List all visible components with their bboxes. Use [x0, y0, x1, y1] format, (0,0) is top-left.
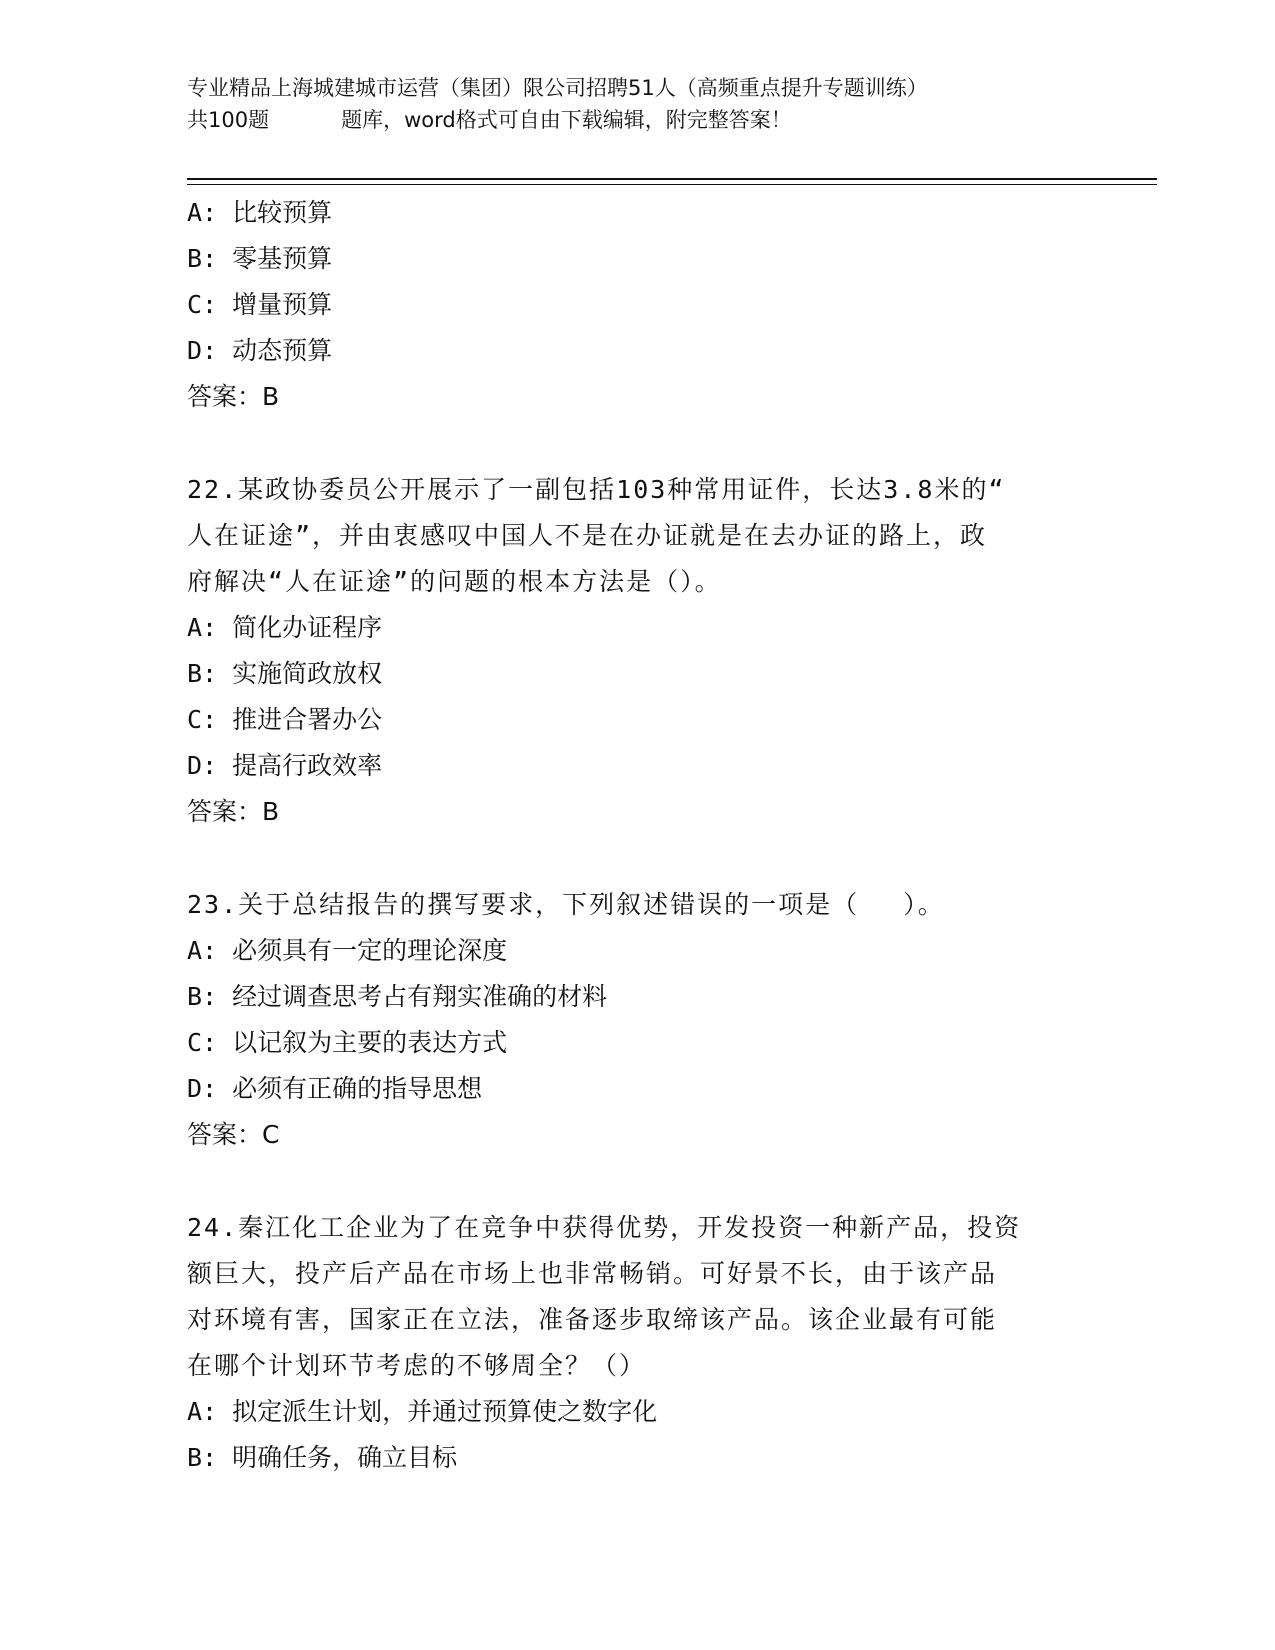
header-divider-thin	[187, 184, 1157, 185]
answer-line: 答案：C	[187, 1120, 280, 1149]
question-text-line: 在哪个计划环节考虑的不够周全？（）	[187, 1351, 647, 1380]
option-b: B: 零基预算	[187, 244, 333, 273]
option-a: A: 比较预算	[187, 198, 333, 227]
answer-line: 答案：B	[187, 382, 280, 411]
question-text-line: 对环境有害，国家正在立法，准备逐步取缔该产品。该企业最有可能	[187, 1305, 998, 1334]
question-text-line: 人在证途”，并由衷感叹中国人不是在办证就是在去办证的路上，政	[187, 521, 988, 550]
option-c: C: 以记叙为主要的表达方式	[187, 1028, 508, 1057]
option-a: A: 拟定派生计划，并通过预算使之数字化	[187, 1397, 658, 1426]
header-title-line: 专业精品上海城建城市运营（集团）限公司招聘51人（高频重点提升专题训练）	[187, 76, 928, 100]
document-header	[187, 72, 1067, 136]
question-text-line: 额巨大，投产后产品在市场上也非常畅销。可好景不长，由于该产品	[187, 1259, 998, 1288]
option-c: C: 增量预算	[187, 290, 333, 319]
header-divider-thick	[187, 178, 1157, 180]
option-b: B: 经过调查思考占有翔实准确的材料	[187, 982, 608, 1011]
question-24	[187, 1205, 1087, 1481]
option-d: D: 必须有正确的指导思想	[187, 1074, 483, 1103]
header-description: 题库，word格式可自由下载编辑，附完整答案！	[341, 108, 792, 132]
option-d: D: 动态预算	[187, 336, 333, 365]
question-23	[187, 882, 1087, 1158]
header-subtitle-line	[187, 104, 1067, 136]
option-a: A: 必须具有一定的理论深度	[187, 936, 508, 965]
question-text-line: 22.某政协委员公开展示了一副包括103种常用证件，长达3.8米的“	[187, 475, 1006, 504]
question-text-line: 24.秦江化工企业为了在竞争中获得优势，开发投资一种新产品，投资	[187, 1213, 1022, 1242]
question-text-line: 府解决“人在证途”的问题的根本方法是（）。	[187, 567, 722, 596]
option-c: C: 推进合署办公	[187, 705, 383, 734]
option-b: B: 明确任务，确立目标	[187, 1443, 458, 1472]
option-b: B: 实施简政放权	[187, 659, 383, 688]
header-question-count: 共100题	[187, 108, 270, 132]
question-21-tail	[187, 190, 1087, 420]
question-22	[187, 467, 1087, 835]
question-content	[187, 190, 1087, 1481]
question-text-line: 23.关于总结报告的撰写要求，下列叙述错误的一项是（ ）。	[187, 890, 945, 919]
answer-line: 答案：B	[187, 797, 280, 826]
option-d: D: 提高行政效率	[187, 751, 383, 780]
option-a: A: 简化办证程序	[187, 613, 383, 642]
